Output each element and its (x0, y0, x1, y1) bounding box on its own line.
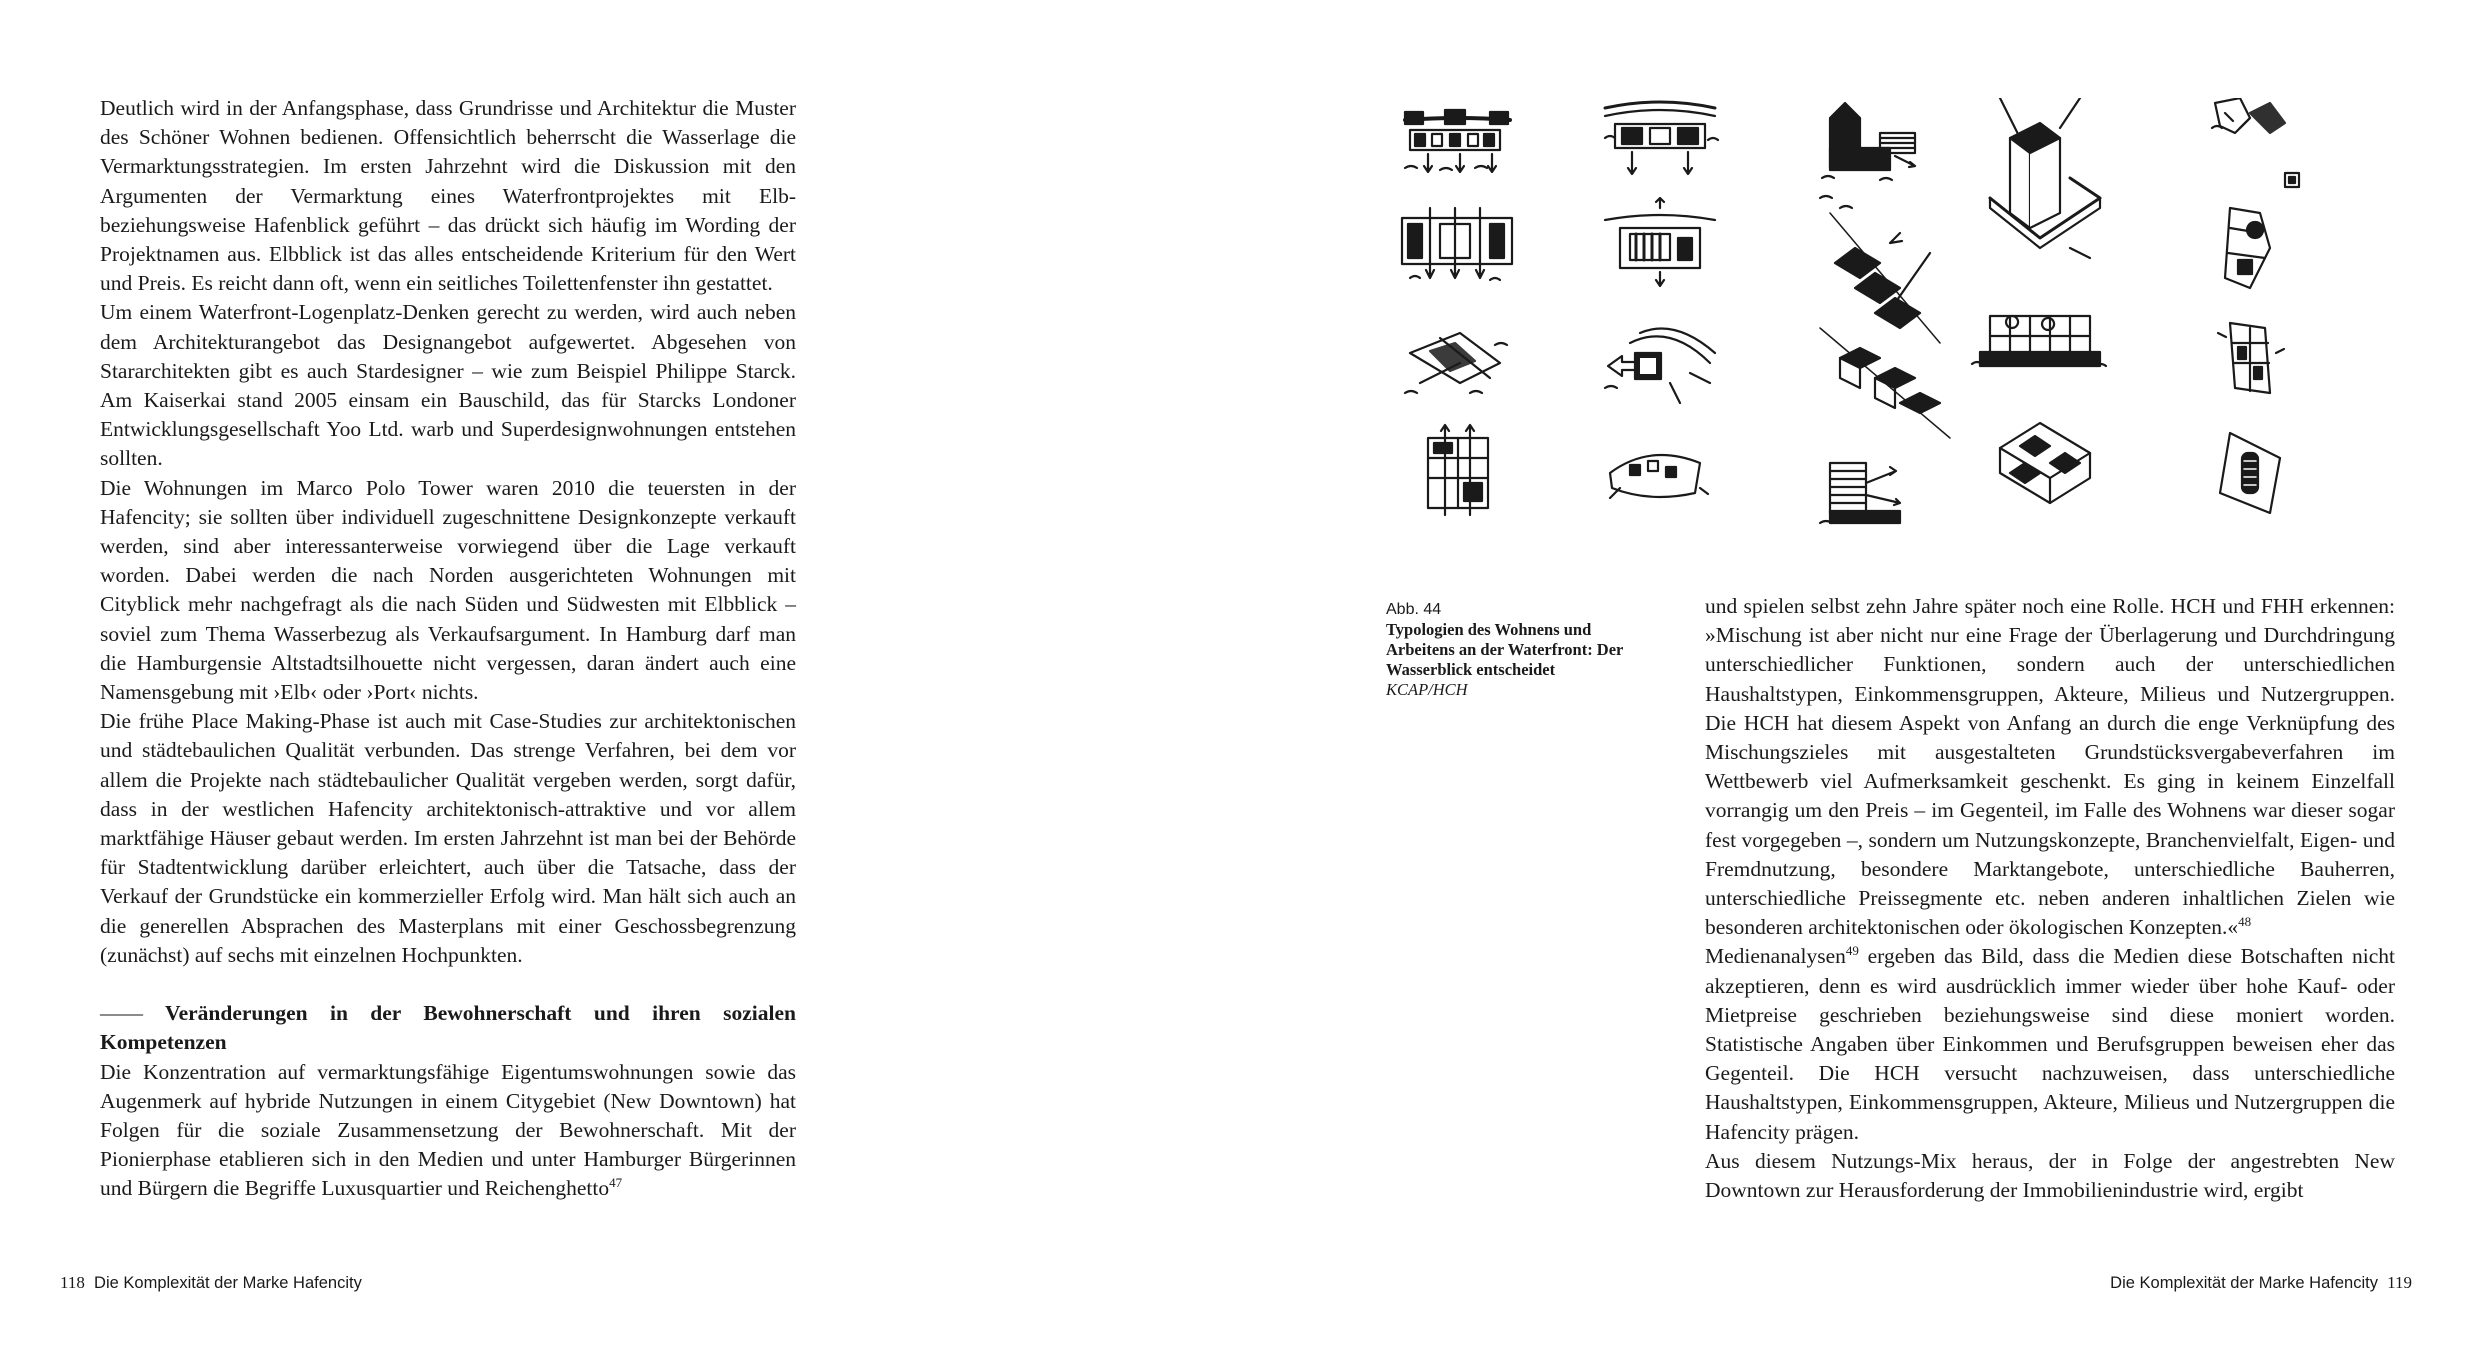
paragraph: Deutlich wird in der Anfangsphase, dass Grundrisse und Architektur die Muster des Schöner Wohnen bedienen. Offensichtlich beherrscht die Wasserlage die Vermarktungsstrategien. Im ersten Jahrzehnt wird die Diskussion mit den Argumenten der Vermarktung eines Waterfrontprojektes mit Elb- beziehungsweise Hafenblick geführt – das drückt sich häufig im Wording der Projektnamen aus. Elbblick ist das alles entscheidende Kriterium für den Wert und Preis. Es reicht dann oft, wenn ein seitliches Toilettenfenster ihn gestattet. (100, 96, 796, 296)
subheading-text: Veränderungen in der Bewohnerschaft und ihren sozialen Kompetenzen (100, 1001, 796, 1055)
paragraph-text: und spielen selbst zehn Jahre später noch eine Rolle. HCH und FHH erkennen: »Mischung ist aber nicht nur eine Frage der Überlagerung und Durchdringung unterschiedlicher Funktionen, sondern auch der unterschiedlichen Haushaltstypen, Einkommensgruppen, Akteure, Milieus und Nutzergruppen. Die HCH hat diesem Aspekt von Anfang an durch die enge Verknüpfung des Mischungszieles mit ausgestalteten Grundstücksvergabeverfahren im Wettbewerb viel Aufmerksamkeit geschenkt. Es ging in keinem Einzelfall vorrangig um den Preis – im Gegenteil, im Falle des Wohnens war dieser sogar fest vorgegeben –, sondern um Nutzungskonzepte, Branchenvielfalt, Eigen- und Fremdnutzung, besondere Marktangebote, unterschiedliche Bauherren, unterschiedliche Preissegmente etc. neben anderen inhaltlichen Zielen wie besonderen architektonischen oder ökologischen Konzepten.« (1705, 594, 2395, 940)
right-text-column (1705, 592, 2395, 1205)
typology-sketch (1820, 463, 1900, 523)
right-page (1240, 0, 2480, 1358)
typology-sketch (1605, 329, 1715, 404)
paragraph (100, 1058, 796, 1204)
paragraph: Um einem Waterfront-Logenplatz-Denken gerecht zu werden, wird auch neben dem Architekturangebot das Designangebot aufgewertet. Abgesehen von Stararchitekten gibt es auch Stardesigner – wie zum Beispiel Philippe Starck. Am Kaiserkai stand 2005 einsam ein Bauschild, das für Starcks Londoner Entwicklungsgesellschaft Yoo Ltd. warb und Superdesignwohnungen entstehen sollten. (100, 300, 796, 471)
typology-sketch (1402, 208, 1512, 280)
typology-sketch (2220, 433, 2280, 513)
subheading-dash: —— (100, 1001, 143, 1026)
paragraph-text: Medienanalysen (1705, 944, 1846, 969)
typology-sketch (1990, 98, 2100, 258)
typology-sketch (1972, 316, 2106, 366)
section-subheading (100, 999, 796, 1057)
typology-sketch (2000, 423, 2090, 503)
typology-sketch (1610, 455, 1708, 498)
footer-left (60, 1273, 362, 1293)
paragraph: Die frühe Place Making-Phase ist auch mit Case-Studies zur architektonischen und städtebaulichen Qualität verbunden. Das strenge Verfahren, bei dem vor allem die Projekte nach städtebaulicher Qualität vergeben werden, sorgt dafür, dass in der westlichen Hafencity architektonisch-attraktive und vor allem marktfähige Häuser gebaut werden. Im ersten Jahrzehnt ist man bei der Behörde für Stadtentwicklung darüber erleichtert, auch über die Tatsache, dass der Verkauf der Grundstücke ein kommerzieller Erfolg wird. Man hält sich auch an die generellen Absprachen des Masterplans mit einer Geschossbegrenzung (zunächst) auf sechs mit einzelnen Hochpunkten. (100, 709, 796, 967)
typology-sketch (1820, 196, 1940, 343)
paragraph: Die Wohnungen im Marco Polo Tower waren 2010 die teuersten in der Hafencity; sie sollten über individuell zugeschnittene Designkonzepte verkauft werden, sind aber interessanterweise vorwiegend über die Lage verkauft worden. Dabei werden die nach Norden ausgerichteten Wohnungen mit Cityblick mehr nachgefragt als die nach Süden und Südwesten mit Elbblick – soviel zum Thema Wasserbezug als Verkaufsargument. In Hamburg darf man die Hamburgensie Altstadtsilhouette nicht vergessen, daran ändert auch eine Namensgebung mit ›Elb‹ oder ›Port‹ nichts. (100, 475, 796, 705)
typology-sketch (1405, 333, 1507, 393)
typology-sketch (1820, 328, 1950, 438)
paragraph-text: ergeben das Bild, dass die Medien diese Botschaften nicht akzeptieren, denn es wird ausdrücklich immer wieder über hohe Kauf- oder Mietpreise geschrieben beziehungsweise sind diese moniert worden. Statistische Angaben über Einkommen und Berufsgruppen beweisen eher das Gegenteil. Die HCH versucht nachzuweisen, dass unterschiedliche Haushaltstypen, Einkommensgruppen, Akteure, Milieus und Nutzergruppen die Hafencity prägen. (1705, 944, 2395, 1144)
figure-credit: KCAP/HCH (1386, 680, 1468, 699)
typology-figure (1400, 98, 2400, 578)
footer-right (2110, 1273, 2412, 1293)
typology-sketch (2225, 208, 2270, 288)
footnote-marker: 48 (2238, 914, 2252, 930)
typology-sketch (1605, 198, 1715, 286)
footnote-marker: 49 (1845, 943, 1859, 959)
left-text-column (100, 94, 796, 1204)
paragraph (1705, 592, 2395, 942)
page-number: 118 (60, 1273, 85, 1292)
typology-sketch (2212, 98, 2299, 187)
figure-label: Abb. 44 (1386, 601, 1442, 618)
figure-title: Typologien des Wohnens und Arbeitens an der Waterfront: Der Wasserblick entscheidet (1386, 620, 1624, 679)
typology-sketch (1605, 102, 1718, 174)
paragraph (1705, 942, 2395, 1146)
typology-sketch (1428, 425, 1488, 515)
footnote-marker: 47 (609, 1175, 623, 1191)
page-number: 119 (2387, 1273, 2412, 1292)
running-title: Die Komplexität der Marke Hafencity (94, 1274, 362, 1292)
typology-sketch (1822, 103, 1915, 180)
figure-caption (1386, 600, 1656, 700)
paragraph: Aus diesem Nutzungs-Mix heraus, der in Folge der angestrebten New Downtown zur Herausforderung der Immobilienindustrie wird, ergibt (1705, 1148, 2395, 1203)
paragraph-text: Die Konzentration auf vermarktungsfähige Eigentumswohnungen sowie das Augenmerk auf hybride Nutzungen in einem Citygebiet (New Downtown) hat Folgen für die soziale Zusammensetzung der Bewohnerschaft. Mit der Pionierphase etablieren sich in den Medien und unter Hamburger Bürgerinnen und Bürgern die Begriffe Luxusquartier und Reichenghetto (100, 1059, 796, 1201)
typology-sketch (1405, 110, 1510, 172)
typology-sketch (2218, 323, 2284, 393)
running-title: Die Komplexität der Marke Hafencity (2110, 1274, 2378, 1292)
